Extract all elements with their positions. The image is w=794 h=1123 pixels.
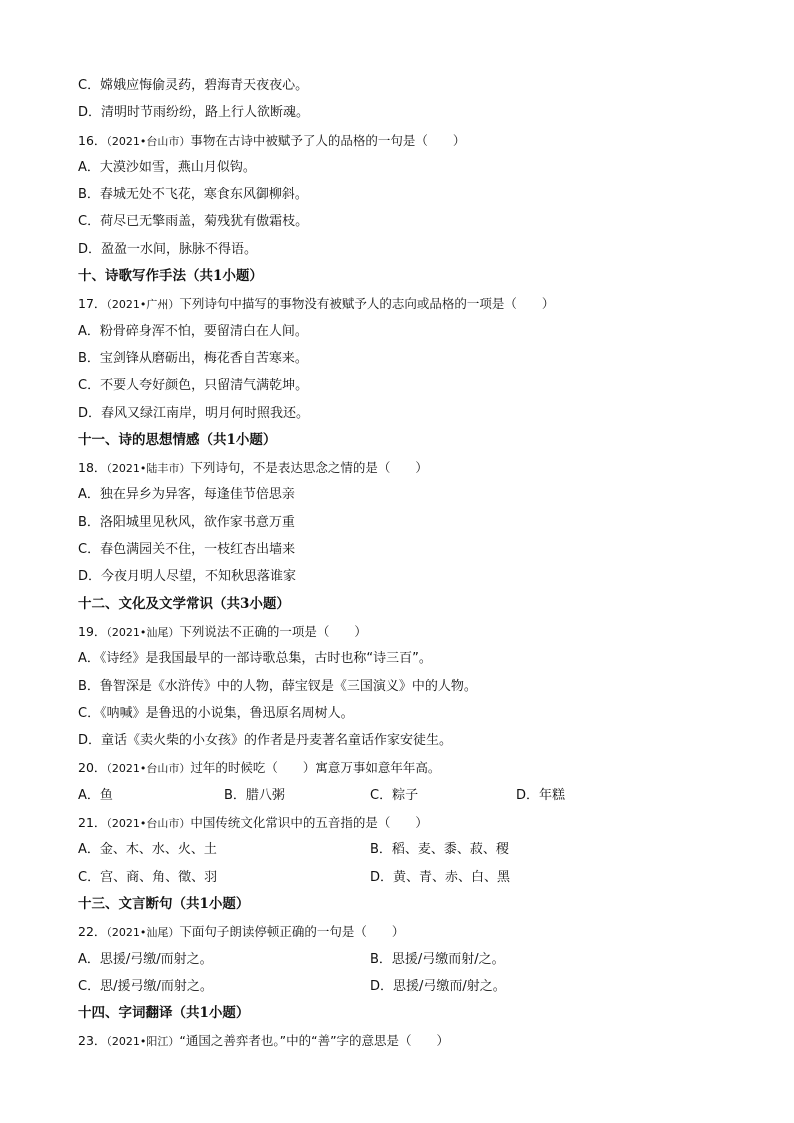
question-text: 中国传统文化常识中的五音指的是（ ） bbox=[190, 815, 428, 831]
question-text: 下列说法不正确的一项是（ ） bbox=[179, 623, 367, 639]
document-page bbox=[78, 72, 728, 1055]
q16-option-c: C．荷尽已无擎雨盖，菊残犹有傲霜枝。 bbox=[78, 214, 309, 230]
question-21 bbox=[78, 809, 728, 836]
q22-options-ab bbox=[78, 946, 728, 973]
q20-option-a: A．鱼 bbox=[78, 787, 113, 803]
question-22 bbox=[78, 918, 728, 945]
q19-option-c: C．《呐喊》是鲁迅的小说集，鲁迅原名周树人。 bbox=[78, 705, 354, 721]
q19-option-b: B．鲁智深是《水浒传》中的人物，薛宝钗是《三国演义》中的人物。 bbox=[78, 678, 477, 694]
q20-option-b: B．腊八粥 bbox=[224, 787, 285, 803]
q22-options-cd bbox=[78, 973, 728, 1000]
question-23 bbox=[78, 1027, 728, 1054]
section-heading-13: 十三、文言断句（共1小题） bbox=[78, 895, 250, 912]
question-source: （2021•汕尾） bbox=[106, 926, 180, 940]
question-source: （2021•台山市） bbox=[106, 817, 191, 831]
q21-options-cd bbox=[78, 864, 728, 891]
question-source: （2021•台山市） bbox=[106, 134, 191, 148]
section-heading-10: 十、诗歌写作手法（共1小题） bbox=[78, 268, 263, 285]
section-heading-11: 十一、诗的思想情感（共1小题） bbox=[78, 431, 277, 448]
question-number: 16． bbox=[78, 132, 107, 148]
q18-option-a: A．独在异乡为异客，每逢佳节倍思亲 bbox=[78, 487, 295, 503]
q17-option-b: B．宝剑锋从磨砺出，梅花香自苦寒来。 bbox=[78, 350, 308, 366]
q18-option-b: B．洛阳城里见秋风，欲作家书意万重 bbox=[78, 514, 295, 530]
question-text: 下面句子朗读停顿正确的一句是（ ） bbox=[179, 924, 405, 940]
section-heading-14: 十四、字词翻译（共1小题） bbox=[78, 1005, 250, 1022]
q19-option-a: A．《诗经》是我国最早的一部诗歌总集，古时也称“诗三百”。 bbox=[78, 651, 432, 667]
question-19 bbox=[78, 618, 728, 645]
question-number: 20． bbox=[78, 760, 107, 776]
q16-option-d: D．盈盈一水间，脉脉不得语。 bbox=[78, 241, 258, 257]
q21-option-b: B．稻、麦、黍、菽、稷 bbox=[370, 842, 509, 858]
q15-option-c: C．嫦娥应悔偷灵药，碧海青天夜夜心。 bbox=[78, 78, 309, 93]
section-heading-12: 十二、文化及文学常识（共3小题） bbox=[78, 595, 290, 612]
q22-option-c: C．思/援弓缴/而射之。 bbox=[78, 978, 213, 994]
question-18 bbox=[78, 454, 728, 481]
q21-option-d: D．黄、青、赤、白、黑 bbox=[370, 869, 511, 885]
q22-option-a: A．思援/弓缴/而射之。 bbox=[78, 951, 213, 967]
q20-option-c: C．粽子 bbox=[370, 787, 419, 803]
q17-option-c: C．不要人夸好颜色，只留清气满乾坤。 bbox=[78, 378, 309, 394]
question-source: （2021•阳江） bbox=[106, 1035, 180, 1049]
question-number: 22． bbox=[78, 924, 107, 940]
q16-option-a: A．大漠沙如雪，燕山月似钩。 bbox=[78, 159, 256, 175]
question-text: “通国之善弈者也。”中的“善”字的意思是（ ） bbox=[179, 1033, 450, 1049]
q17-option-a: A．粉骨碎身浑不怕，要留清白在人间。 bbox=[78, 323, 308, 339]
q21-options-ab bbox=[78, 836, 728, 863]
question-16 bbox=[78, 127, 728, 154]
q21-option-c: C．宫、商、角、徵、羽 bbox=[78, 869, 218, 885]
question-number: 17． bbox=[78, 296, 107, 312]
q22-option-d: D．思援/弓缴而/射之。 bbox=[370, 978, 506, 994]
q18-option-c: C．春色满园关不住，一枝红杏出墙来 bbox=[78, 542, 296, 558]
question-source: （2021•汕尾） bbox=[106, 625, 180, 639]
question-number: 18． bbox=[78, 460, 107, 476]
question-17 bbox=[78, 290, 728, 317]
question-20 bbox=[78, 754, 728, 781]
q22-option-b: B．思援/弓缴而射/之。 bbox=[370, 951, 505, 967]
q15-option-d: D．清明时节雨纷纷，路上行人欲断魂。 bbox=[78, 105, 310, 121]
q21-option-a: A．金、木、水、火、土 bbox=[78, 842, 217, 858]
question-source: （2021•台山市） bbox=[106, 762, 191, 776]
q16-option-b: B．春城无处不飞花，寒食东风御柳斜。 bbox=[78, 187, 308, 203]
question-text: 事物在古诗中被赋予了人的品格的一句是（ ） bbox=[190, 132, 466, 148]
question-source: （2021•广州） bbox=[106, 298, 180, 312]
q19-option-d: D．童话《卖火柴的小女孩》的作者是丹麦著名童话作家安徒生。 bbox=[78, 733, 453, 749]
question-number: 21． bbox=[78, 815, 107, 831]
question-number: 19． bbox=[78, 623, 107, 639]
question-source: （2021•陆丰市） bbox=[106, 462, 191, 476]
question-number: 23． bbox=[78, 1033, 107, 1049]
question-text: 下列诗句中描写的事物没有被赋予人的志向或品格的一项是（ ） bbox=[179, 296, 555, 312]
question-text: 下列诗句，不是表达思念之情的是（ ） bbox=[190, 460, 428, 476]
q20-options bbox=[78, 782, 728, 809]
question-text: 过年的时候吃（ ）寓意万事如意年年高。 bbox=[190, 760, 441, 776]
q18-option-d: D．今夜月明人尽望，不知秋思落谁家 bbox=[78, 569, 297, 585]
q17-option-d: D．春风又绿江南岸，明月何时照我还。 bbox=[78, 405, 310, 421]
q20-option-d: D．年糕 bbox=[516, 787, 566, 803]
